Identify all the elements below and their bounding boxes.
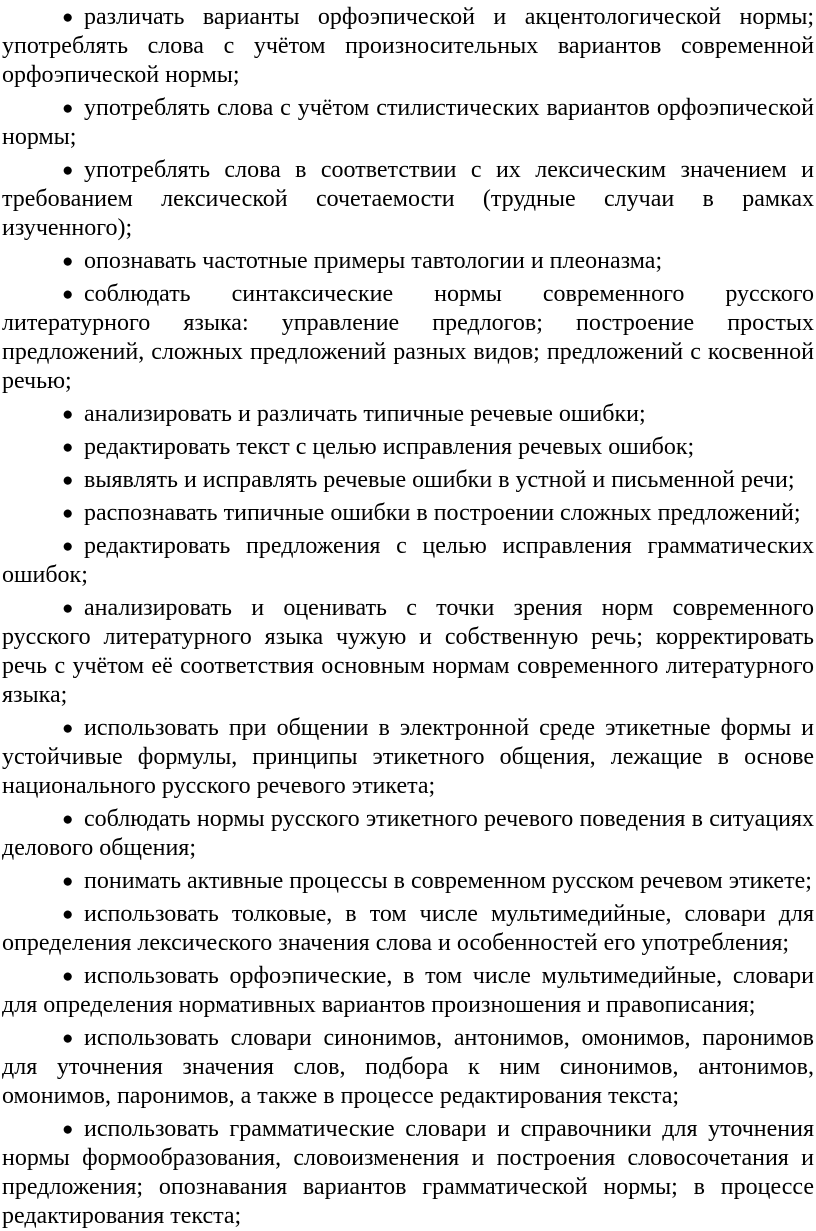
list-item bbox=[2, 594, 814, 710]
list-item-text: распознавать типичные ошибки в построении сложных предложений; bbox=[84, 500, 801, 526]
list-item bbox=[2, 714, 814, 801]
bullet-icon: ● bbox=[62, 1119, 74, 1140]
bullet-icon: ● bbox=[62, 284, 74, 305]
list-item bbox=[2, 1024, 814, 1111]
bullet-icon: ● bbox=[62, 598, 74, 619]
list-item bbox=[2, 433, 814, 462]
list-item-text: редактировать предложения с целью исправления грамматических ошибок; bbox=[2, 533, 814, 588]
list-item bbox=[2, 867, 814, 896]
list-item-text: употреблять слова с учётом стилистических вариантов орфоэпической нормы; bbox=[2, 95, 814, 150]
list-item-text: выявлять и исправлять речевые ошибки в устной и письменной речи; bbox=[84, 467, 795, 493]
list-item bbox=[2, 247, 814, 276]
bullet-icon: ● bbox=[62, 1028, 74, 1049]
list-item bbox=[2, 532, 814, 590]
list-item-text: соблюдать нормы русского этикетного речевого поведения в ситуациях делового общения; bbox=[2, 806, 814, 861]
bullet-icon: ● bbox=[62, 871, 74, 892]
bullet-icon: ● bbox=[62, 7, 74, 28]
list-item bbox=[2, 94, 814, 152]
bullet-icon: ● bbox=[62, 160, 74, 181]
bullet-icon: ● bbox=[62, 904, 74, 925]
bullet-icon: ● bbox=[62, 503, 74, 524]
list-item-text: опознавать частотные примеры тавтологии и плеоназма; bbox=[84, 248, 663, 274]
list-item bbox=[2, 3, 814, 90]
bullet-icon: ● bbox=[62, 404, 74, 425]
bullet-icon: ● bbox=[62, 470, 74, 491]
bullet-icon: ● bbox=[62, 966, 74, 987]
list-item-text: анализировать и оценивать с точки зрения норм современного русского литературного языка чужую и собственную речь; корректировать речь с учётом её соответствия основным нормам современного литературного языка; bbox=[2, 595, 814, 708]
list-item-text: соблюдать синтаксические нормы современного русского литературного языка: управление предлогов; построение простых предложений, сложных предложений разных видов; предложений с косвенной речью; bbox=[2, 281, 814, 394]
list-item-text: употреблять слова в соответствии с их лексическим значением и требованием лексической сочетаемости (трудные случаи в рамках изученного); bbox=[2, 157, 814, 241]
bullet-list bbox=[2, 3, 814, 1231]
bullet-icon: ● bbox=[62, 536, 74, 557]
list-item bbox=[2, 280, 814, 396]
bullet-icon: ● bbox=[62, 718, 74, 739]
list-item-text: использовать грамматические словари и справочники для уточнения нормы формообразования, словоизменения и построения словосочетания и предложения; опознавания вариантов грамматической нормы; в процессе редактирования текста; bbox=[2, 1116, 814, 1229]
list-item-text: анализировать и различать типичные речевые ошибки; bbox=[84, 401, 646, 427]
list-item-text: использовать толковые, в том числе мультимедийные, словари для определения лексического значения слова и особенностей его употребления; bbox=[2, 901, 814, 956]
list-item bbox=[2, 900, 814, 958]
list-item-text: использовать словари синонимов, антонимов, омонимов, паронимов для уточнения значения слов, подбора к ним синонимов, антонимов, омонимов, паронимов, а также в процессе редактирования текста; bbox=[2, 1025, 814, 1109]
list-item bbox=[2, 962, 814, 1020]
list-item bbox=[2, 499, 814, 528]
list-item-text: использовать при общении в электронной среде этикетные формы и устойчивые формулы, принципы этикетного общения, лежащие в основе национального русского речевого этикета; bbox=[2, 715, 814, 799]
list-item-text: редактировать текст с целью исправления речевых ошибок; bbox=[84, 434, 695, 460]
bullet-icon: ● bbox=[62, 98, 74, 119]
list-item-text: понимать активные процессы в современном русском речевом этикете; bbox=[84, 868, 812, 894]
bullet-icon: ● bbox=[62, 809, 74, 830]
list-item bbox=[2, 466, 814, 495]
bullet-icon: ● bbox=[62, 251, 74, 272]
list-item-text: различать варианты орфоэпической и акцентологической нормы; употреблять слова с учётом произносительных вариантов современной орфоэпической нормы; bbox=[2, 4, 814, 88]
bullet-icon: ● bbox=[62, 437, 74, 458]
list-item-text: использовать орфоэпические, в том числе мультимедийные, словари для определения нормативных вариантов произношения и правописания; bbox=[2, 963, 814, 1018]
list-item bbox=[2, 1115, 814, 1231]
list-item bbox=[2, 156, 814, 243]
list-item bbox=[2, 805, 814, 863]
list-item bbox=[2, 400, 814, 429]
